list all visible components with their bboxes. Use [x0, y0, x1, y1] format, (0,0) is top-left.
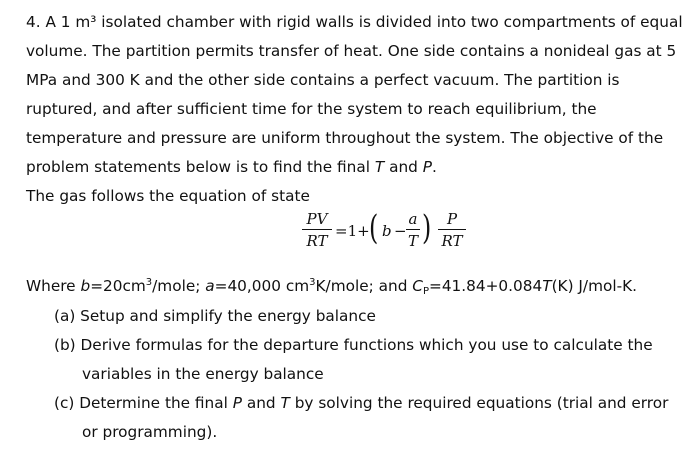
task-c-suffix: by solving the required equations (trial and error: [289, 394, 669, 412]
rhs-fraction-bar: [438, 229, 466, 230]
task-a: (a) Setup and simplify the energy balance: [54, 307, 376, 325]
task-b-line-1: (b) Derive formulas for the departure functions which you use to calculate the: [54, 336, 653, 354]
lhs-numerator: PV: [306, 210, 328, 228]
close-paren: ): [421, 208, 432, 248]
problem-line-2: volume. The partition permits transfer of heat. One side contains a nonideal gas at 5: [26, 42, 677, 60]
line6-T: T: [374, 158, 385, 176]
task-c-P: P: [232, 394, 242, 412]
T-denominator: T: [407, 232, 418, 250]
line6-mid: and: [384, 158, 423, 176]
b-unit: /mole;: [152, 277, 206, 295]
problem-line-1: 4. A 1 m³ isolated chamber with rigid walls is divided into two compartments of equal: [26, 13, 683, 31]
problem-line-7: The gas follows the equation of state: [26, 187, 310, 205]
cp-unit: (K) J/mol-K.: [551, 277, 637, 295]
eq-b: b: [382, 222, 392, 240]
b-symbol: b: [80, 277, 91, 295]
open-paren: (: [368, 208, 379, 248]
cp-T-symbol: T: [542, 277, 552, 295]
cp-value: =41.84+0.084: [429, 277, 543, 295]
lhs-denominator: RT: [306, 232, 328, 250]
a-exponent: 3: [309, 277, 316, 288]
a-value: =40,000 cm: [214, 277, 310, 295]
lhs-fraction-bar: [302, 229, 332, 230]
where-label: Where: [26, 277, 81, 295]
equation-of-state: [302, 208, 492, 258]
lhs-fraction: [302, 210, 332, 250]
line6-prefix: problem statements below is to find the final: [26, 158, 375, 176]
task-b-line-2: variables in the energy balance: [82, 365, 324, 383]
line6-end: .: [431, 158, 437, 176]
cp-symbol: C: [412, 277, 423, 295]
task-c-T: T: [280, 394, 290, 412]
task-c-line-2: or programming).: [82, 423, 218, 441]
a-over-T-fraction: [406, 210, 420, 250]
b-value: =20cm: [90, 277, 146, 295]
problem-line-5: temperature and pressure are uniform throughout the system. The objective of the: [26, 129, 664, 147]
a-unit: K/mole; and: [315, 277, 413, 295]
problem-line-4: ruptured, and after sufficient time for the system to reach equilibrium, the: [26, 100, 597, 118]
rhs-numerator: P: [446, 210, 458, 228]
line6-P: P: [422, 158, 432, 176]
a-symbol: a: [205, 277, 215, 295]
a-fraction-bar: [406, 229, 420, 230]
eq-minus: −: [394, 222, 407, 240]
problem-line-6: [26, 157, 437, 177]
task-c-prefix: (c) Determine the final: [54, 394, 233, 412]
rhs-denominator: RT: [441, 232, 463, 250]
b-exponent: 3: [145, 277, 153, 288]
task-c-mid: and: [241, 394, 281, 412]
cp-subscript: P: [422, 286, 429, 297]
problem-line-3: MPa and 300 K and the other side contains a perfect vacuum. The partition is: [26, 71, 620, 89]
task-c-line-1: [54, 393, 668, 413]
a-numerator: a: [408, 210, 418, 228]
rhs-fraction: [438, 210, 466, 250]
equals-one-plus: =1+: [335, 222, 370, 240]
constants-line: [26, 276, 637, 296]
